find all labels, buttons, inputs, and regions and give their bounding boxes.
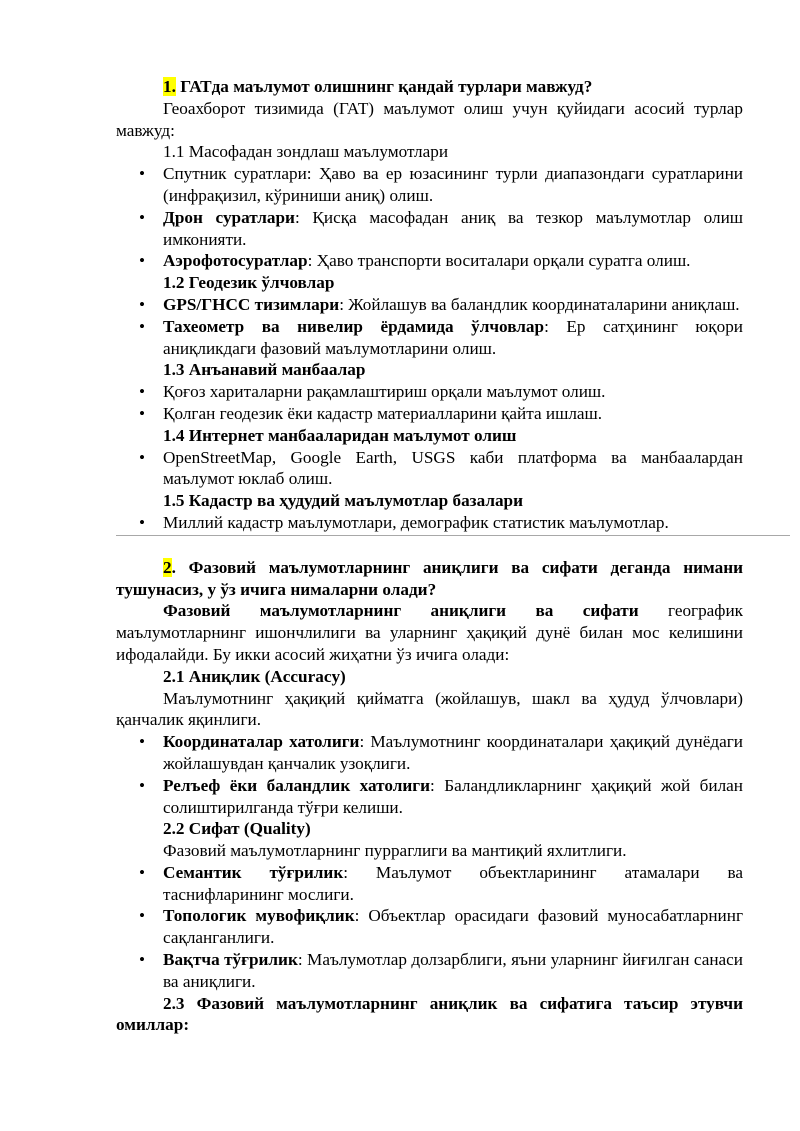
section-description: Фазовий маълумотларнинг пурраглиги ва мантиқий яхлитлиги.: [163, 841, 627, 861]
bullet-list: [116, 447, 743, 491]
section-heading: 1.4 Интернет манбааларидан маълумот олиш: [163, 425, 517, 445]
question-1-heading: 1. ГАТда маълумот олишнинг қандай турлари мавжуд?: [163, 77, 593, 96]
list-item: • Тахеометр ва нивелир ёрдамида ўлчовлар: Ер сатҳининг юқори аниқликдаги фазовий маълумотларини олиш.: [116, 316, 743, 360]
list-item: • Қоғоз хариталарни рақамлаштириш орқали маълумот олиш.: [116, 381, 743, 403]
list-item: • Қолган геодезик ёки кадастр материалларини қайта ишлаш.: [116, 403, 743, 425]
bullet-list: [116, 862, 743, 993]
list-item: • Вақтча тўғрилик: Маълумотлар долзарблиги, яъни уларнинг йиғилган санаси ва аниқлиги.: [116, 949, 743, 993]
bullet-list: [116, 294, 743, 359]
section-heading: 1.5 Кадастр ва ҳудудий маълумотлар базалари: [163, 491, 524, 511]
section-heading: 2.1 Аниқлик (Accuracy): [163, 666, 346, 686]
bullet-list: [116, 163, 743, 272]
list-item: • Аэрофотосуратлар: Ҳаво транспорти воситалари орқали суратга олиш.: [116, 250, 743, 272]
question-number-highlight: 1.: [163, 77, 176, 96]
list-item: • Топологик мувофиқлик: Объектлар орасидаги фазовий муносабатларнинг сақланганлиги.: [116, 905, 743, 949]
bullet-list: [116, 381, 743, 425]
section-heading: 2.3 Фазовий маълумотларнинг аниқлик ва сифатига таъсир этувчи омиллар:: [116, 993, 743, 1035]
list-item: • Координаталар хатолиги: Маълумотнинг координаталари ҳақиқий дунёдаги жойлашувдан қанчалик узоқлиги.: [116, 731, 743, 775]
section-heading: 1.3 Анъанавий манбаалар: [163, 360, 366, 380]
section-heading: 2.2 Сифат (Quality): [163, 819, 311, 839]
list-item: • Миллий кадастр маълумотлари, демографик статистик маълумотлар.: [116, 512, 743, 534]
section-description: Маълумотнинг ҳақиқий қийматга (жойлашув, шакл ва ҳудуд ўлчовлари) қанчалик яқинлиги.: [116, 688, 743, 730]
list-item: • GPS/ГНСС тизимлари: Жойлашув ва баландлик координаталарини аниқлаш.: [116, 294, 743, 316]
list-item: • Дрон суратлари: Қисқа масофадан аниқ ва тезкор маълумотлар олиш имконияти.: [116, 207, 743, 251]
question-1-intro: Геоахборот тизимида (ГАТ) маълумот олиш учун қуйидаги асосий турлар мавжуд:: [116, 98, 743, 140]
list-item: • Релъеф ёки баландлик хатолиги: Баландликларнинг ҳақиқий жой билан солиштирилганда тўғри келиши.: [116, 775, 743, 819]
section-heading: 1.1 Масофадан зондлаш маълумотлари: [163, 142, 449, 162]
question-2-heading: 2. Фазовий маълумотларнинг аниқлиги ва сифати деганда нимани тушунасиз, у ўз ичига нималарни олади?: [116, 557, 743, 599]
question-number-highlight: 2: [163, 557, 172, 577]
list-item: • Спутник суратлари: Ҳаво ва ер юзасининг турли диапазондаги суратларини (инфрақизил, кўриниши аниқ) олиш.: [116, 163, 743, 207]
document-page: [116, 76, 743, 1036]
question-2-intro: Фазовий маълумотларнинг аниқлиги ва сифати географик маълумотларнинг ишончлилиги ва уларнинг ҳақиқий дунё билан мос келишини ифодалайди. Бу икки асосий жиҳатни ўз ичига олади:: [116, 601, 743, 664]
list-item: • OpenStreetMap, Google Earth, USGS каби платформа ва манбаалардан маълумот юклаб олиш.: [116, 447, 743, 491]
bullet-list: [116, 512, 743, 534]
bullet-list: [116, 731, 743, 818]
section-heading: 1.2 Геодезик ўлчовлар: [163, 273, 335, 293]
list-item: • Семантик тўғрилик: Маълумот объектларининг атамалари ва таснифларининг мослиги.: [116, 862, 743, 906]
